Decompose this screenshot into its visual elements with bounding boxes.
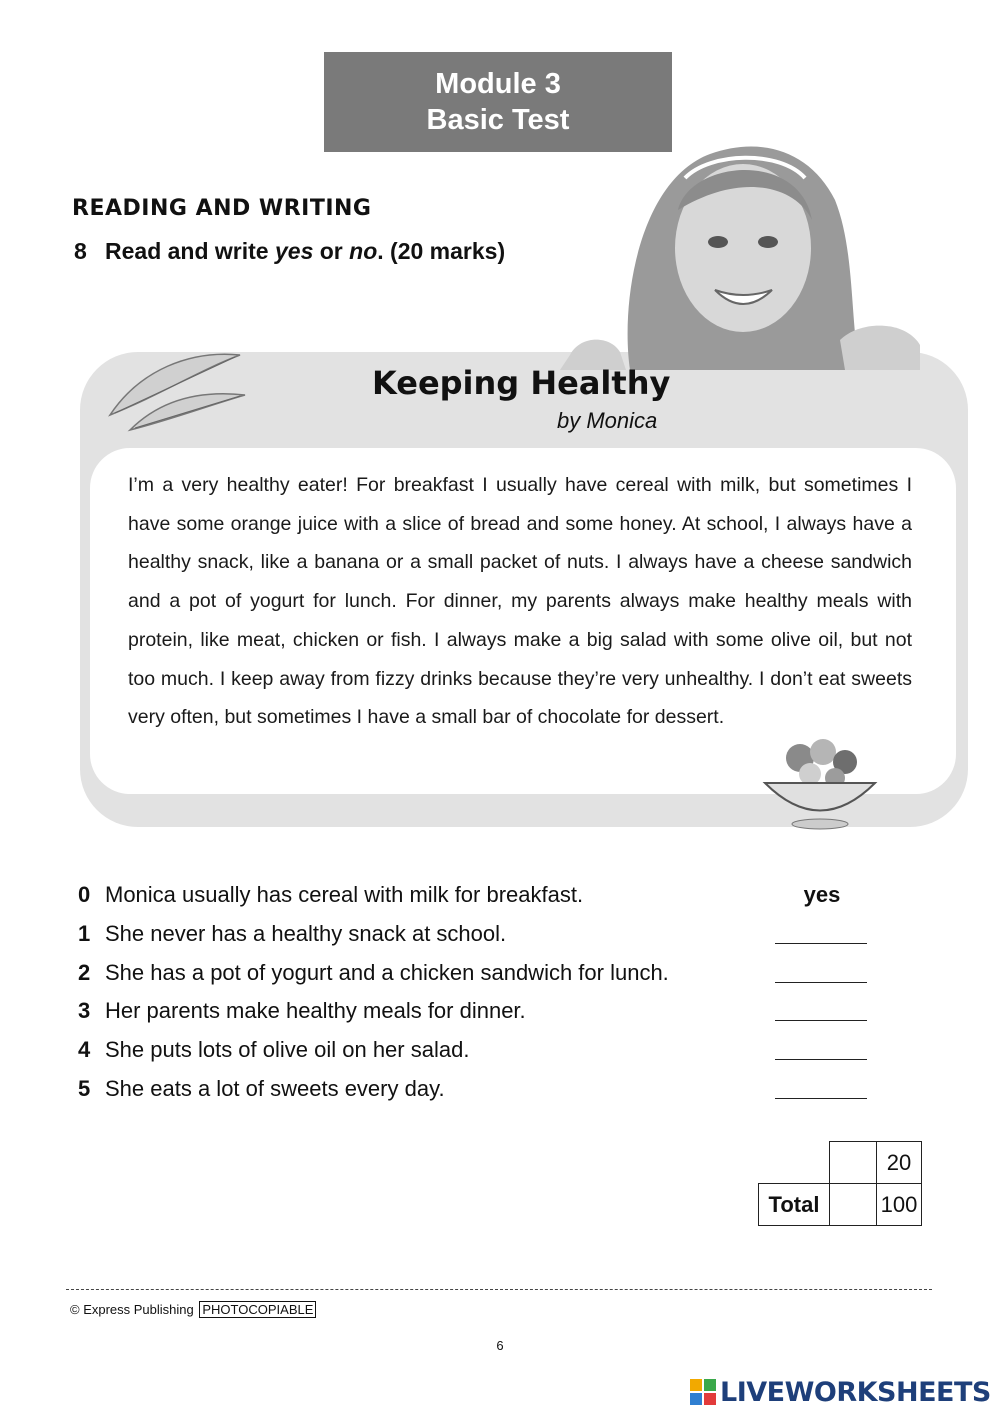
photocopiable-label: PHOTOCOPIABLE (199, 1301, 316, 1318)
instruction-post: . (20 marks) (377, 238, 506, 264)
story-text: I’m a very healthy eater! For breakfast I usually have cereal with milk, but sometimes I have some orange juice with a slice of bread and some honey. At school, I always have a healthy snack, like a banana or a small packet of nuts. I always have a cheese sandwich and a pot of yogurt for lunch. For dinner, my parents always make healthy meals with protein, like meat, chicken or fish. I always make a big salad with some olive oil, but not too much. I keep away from fizzy drinks because they’re very unhealthy. I don’t eat sweets very often, but sometimes I have a small bar of chocolate for dessert. (128, 474, 912, 729)
question-number: 4 (78, 1037, 91, 1063)
questions-list (78, 876, 878, 1109)
answer-blank[interactable] (775, 943, 867, 944)
instruction-or: or (313, 238, 350, 264)
brand-name: LIVEWORKSHEETS (720, 1376, 991, 1408)
story-title: Keeping Healthy (372, 364, 671, 402)
question-number: 0 (78, 882, 91, 907)
page-number: 6 (496, 1338, 504, 1353)
story-byline: by Monica (557, 408, 658, 433)
liveworksheets-brand (690, 1374, 991, 1410)
salad-bowl-illustration (755, 728, 885, 833)
question-text: She puts lots of olive oil on her salad. (105, 1037, 470, 1063)
question-row (78, 1031, 878, 1070)
question-text: Monica usually has cereal with milk for breakfast. (105, 882, 584, 907)
wheat-illustration (100, 340, 250, 440)
module-header (324, 52, 672, 152)
total-score-cell[interactable] (830, 1184, 877, 1226)
question-row (78, 876, 878, 915)
question-number: 3 (78, 998, 91, 1024)
score-table (758, 1141, 922, 1226)
answer-blank[interactable] (775, 1020, 867, 1021)
section-max-score: 20 (877, 1142, 922, 1184)
question-row (78, 992, 878, 1031)
question-row (78, 1070, 878, 1109)
girl-illustration (560, 140, 930, 370)
instruction-no: no (349, 238, 378, 264)
question-text: She never has a healthy snack at school. (105, 920, 507, 946)
instruction-number: 8 (74, 238, 87, 264)
question-number: 5 (78, 1075, 91, 1101)
instruction-yes: yes (274, 238, 314, 264)
question-text: She has a pot of yogurt and a chicken sandwich for lunch. (105, 959, 669, 985)
example-answer: yes (803, 882, 841, 907)
question-text: Her parents make healthy meals for dinner. (105, 998, 526, 1024)
answer-blank[interactable] (775, 982, 867, 983)
question-number: 1 (78, 920, 91, 946)
question-number: 2 (78, 959, 91, 985)
question-text: She eats a lot of sweets every day. (105, 1075, 445, 1101)
section-title: READING AND WRITING (72, 196, 372, 221)
question-row (78, 954, 878, 993)
answer-blank[interactable] (775, 1098, 867, 1099)
footer (70, 1302, 316, 1317)
instruction (74, 238, 505, 265)
test-title: Basic Test (426, 104, 570, 136)
total-label: Total (759, 1184, 830, 1226)
divider (66, 1289, 932, 1290)
copyright: © Express Publishing (70, 1302, 194, 1317)
question-row (78, 915, 878, 954)
section-score-cell[interactable] (830, 1142, 877, 1184)
answer-blank[interactable] (775, 1059, 867, 1060)
liveworksheets-logo-icon (690, 1379, 716, 1405)
total-max-score: 100 (877, 1184, 922, 1226)
instruction-pre: Read and write (105, 238, 275, 264)
module-title: Module 3 (435, 68, 561, 100)
